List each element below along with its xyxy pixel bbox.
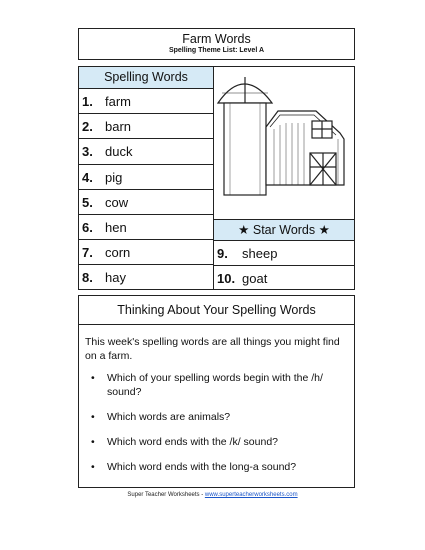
word-text: hen [105,219,127,235]
list-item [79,240,213,265]
word-text: corn [105,245,131,261]
list-item [79,215,213,240]
word-number: 4. [82,169,93,185]
word-number: 3. [82,144,93,160]
word-number: 9. [217,246,228,261]
word-text: barn [105,119,132,135]
word-text: pig [105,169,123,185]
word-number: 2. [82,119,93,135]
question-text: Which word ends with the long-a sound? [107,461,297,473]
farm-illustration [213,66,355,220]
thinking-section [78,295,355,488]
page-subtitle: Spelling Theme List: Level A [168,47,265,54]
word-text: hay [105,270,126,286]
word-number: 1. [82,94,93,109]
list-item [79,371,354,399]
title-box [78,28,355,60]
list-item [79,89,213,114]
list-item [79,410,354,424]
word-text: cow [105,194,129,210]
bullet-icon: • [91,461,95,473]
word-number: 6. [82,219,93,235]
word-text: sheep [242,246,278,261]
star-words-heading: ★ Star Words ★ [214,220,354,241]
list-item [79,435,354,449]
bullet-icon: • [91,372,95,384]
word-text: farm [105,94,131,109]
word-number: 7. [82,245,93,261]
page-title: Farm Words [182,32,251,46]
word-number: 8. [82,270,93,286]
spelling-words-heading: Spelling Words [79,67,213,89]
question-list [79,371,354,474]
question-text: Which word ends with the /k/ sound? [107,436,279,448]
list-item [79,114,213,139]
star-words-list [213,219,355,290]
word-number: 10. [217,271,236,286]
word-number: 5. [82,194,93,210]
bullet-icon: • [91,411,95,423]
list-item [79,265,213,290]
silo-icon [218,77,272,195]
word-text: duck [105,144,133,160]
thinking-heading: Thinking About Your Spelling Words [117,303,316,317]
spelling-words-list [78,66,214,290]
footer [0,492,425,498]
list-item [214,266,354,291]
footer-link[interactable]: www.superteacherworksheets.com [204,492,298,498]
barn-icon [214,67,354,219]
list-item [79,165,213,190]
footer-text: Super Teacher Worksheets - [127,492,205,498]
list-item [79,460,354,474]
list-item [79,139,213,164]
divider [79,324,354,325]
bullet-icon: • [91,436,95,448]
list-item [214,241,354,266]
question-text: Which of your spelling words begin with the /h/ sound? [107,372,323,398]
thinking-intro: This week's spelling words are all things you might find on a farm. [85,336,340,362]
question-text: Which words are animals? [107,411,231,423]
word-text: goat [242,271,268,286]
list-item [79,190,213,215]
